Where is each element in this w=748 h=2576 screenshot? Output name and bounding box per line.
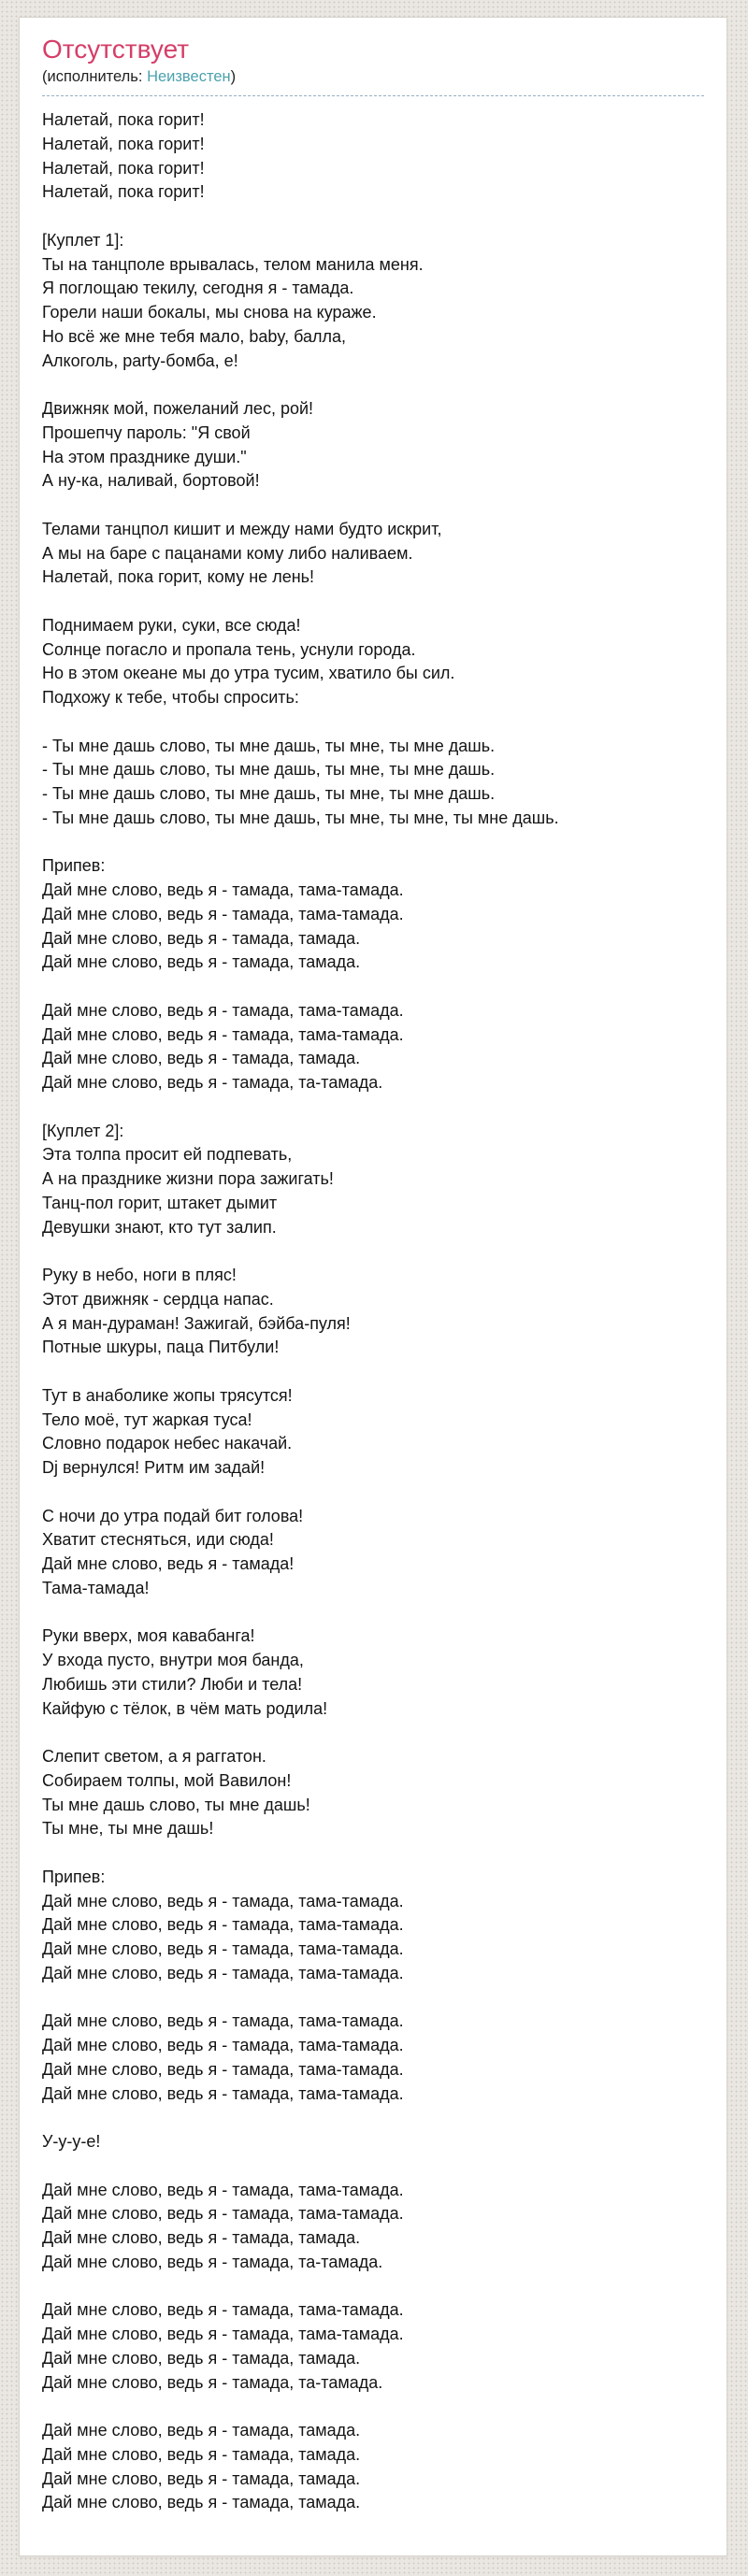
lyrics-line: У входа пусто, внутри моя банда, — [42, 1651, 304, 1669]
lyrics-line: Дай мне слово, ведь я - тамада, та-тамада. — [42, 2252, 383, 2271]
lyrics-line: А мы на баре с пацанами кому либо наливаем. — [42, 543, 413, 563]
lyrics-stanza — [42, 2010, 704, 2106]
artist-link[interactable]: Неизвестен — [147, 68, 231, 85]
lyrics-line: Дай мне слово, ведь я - тамада, тамада. — [42, 2493, 361, 2512]
lyrics-stanza — [42, 2419, 704, 2515]
lyrics-line: А ну-ка, наливай, бортовой! — [42, 471, 260, 491]
lyrics-stanza — [42, 2298, 704, 2395]
lyrics-line: У-у-у-е! — [42, 2132, 101, 2151]
lyrics-line: Дай мне слово, ведь я - тамада, тама-тамада. — [42, 1000, 404, 1020]
lyrics-line: Ты мне, ты мне дашь! — [42, 1819, 214, 1839]
artist-line — [42, 67, 704, 96]
lyrics-line: Припев: — [42, 856, 106, 876]
lyrics-line: Тут в анаболике жопы трясутся! — [42, 1385, 293, 1405]
lyrics-line: Дай мне слово, ведь я - тамада, тама-тамада. — [42, 2036, 404, 2054]
lyrics-line: Горели наши бокалы, мы снова на кураже. — [42, 303, 377, 322]
lyrics-line: Девушки знают, кто тут залип. — [42, 1217, 277, 1237]
lyrics-line: Налетай, пока горит! — [42, 110, 205, 129]
lyrics-stanza — [42, 2130, 704, 2154]
lyrics-stanza — [42, 1866, 704, 1986]
lyrics-line: Дай мне слово, ведь я - тамада! — [42, 1554, 295, 1573]
lyrics-line: Dj вернулся! Ритм им задай! — [42, 1458, 266, 1477]
lyrics-line: Дай мне слово, ведь я - тамада, тама-тамада. — [42, 2325, 404, 2343]
lyrics-line: Ты на танцполе врывалась, телом манила меня. — [42, 254, 424, 274]
lyrics-stanza — [42, 518, 704, 590]
lyrics-line: На этом празднике души." — [42, 447, 247, 466]
lyrics-line: Телами танцпол кишит и между нами будто искрит, — [42, 519, 442, 538]
page-title[interactable]: Отсутствует — [42, 35, 190, 64]
lyrics-stanza — [42, 108, 704, 205]
lyrics-line: Дай мне слово, ведь я - тамада, тама-тамада. — [42, 1024, 404, 1044]
lyrics-line: Дай мне слово, ведь я - тамада, тама-тамада. — [42, 2180, 404, 2199]
lyrics-line: Дай мне слово, ведь я - тамада, тама-тамада. — [42, 2011, 404, 2031]
lyrics-line: - Ты мне дашь слово, ты мне дашь, ты мне, ты мне дашь. — [42, 736, 496, 755]
lyrics-line: Дай мне слово, ведь я - тамада, та-тамада. — [42, 2372, 383, 2392]
lyrics-line: Тело моё, тут жаркая туса! — [42, 1410, 252, 1429]
lyrics-stanza — [42, 1624, 704, 1721]
lyrics-stanza — [42, 854, 704, 975]
lyrics-stanza — [42, 1745, 704, 1841]
lyrics-line: Словно подарок небес накачай. — [42, 1434, 293, 1453]
lyrics-line: Руку в небо, ноги в пляс! — [42, 1266, 237, 1284]
lyrics-line: С ночи до утра подай бит голова! — [42, 1506, 304, 1525]
lyrics-line: Солнце погасло и пропала тень, уснули города. — [42, 639, 416, 659]
lyrics-line: Налетай, пока горит! — [42, 134, 205, 153]
lyrics-line: Подхожу к тебе, чтобы спросить: — [42, 688, 299, 707]
lyrics-stanza — [42, 1264, 704, 1360]
lyrics-line: Дай мне слово, ведь я - тамада, тамада. — [42, 2421, 361, 2440]
artist-label-suffix: ) — [230, 68, 237, 85]
lyrics-stanza — [42, 1505, 704, 1601]
lyrics-stanza — [42, 1384, 704, 1481]
lyrics-stanza — [42, 229, 704, 374]
lyrics-stanza — [42, 1120, 704, 1240]
lyrics-line: Налетай, пока горит, кому не лень! — [42, 567, 315, 587]
lyrics-line: Тама-тамада! — [42, 1578, 150, 1597]
lyrics-stanza — [42, 735, 704, 831]
lyrics-line: Налетай, пока горит! — [42, 158, 205, 178]
lyrics-line: Дай мне слово, ведь я - тамада, тама-тамада. — [42, 1891, 404, 1911]
lyrics-line: Припев: — [42, 1867, 106, 1886]
lyrics-line: Дай мне слово, ведь я - тамада, тамада. — [42, 2469, 361, 2488]
lyrics-line: Я поглощаю текилу, сегодня я - тамада. — [42, 279, 354, 298]
lyrics-line: Поднимаем руки, суки, все сюда! — [42, 615, 301, 635]
lyrics-line: - Ты мне дашь слово, ты мне дашь, ты мне, ты мне, ты мне дашь. — [42, 808, 559, 827]
lyrics-line: Танц-пол горит, штакет дымит — [42, 1193, 278, 1212]
lyrics-line: Хватит стесняться, иди сюда! — [42, 1530, 274, 1550]
lyrics-line: Налетай, пока горит! — [42, 182, 205, 202]
lyrics-line: - Ты мне дашь слово, ты мне дашь, ты мне, ты мне дашь. — [42, 760, 496, 780]
lyrics-line: Эта толпа просит ей подпевать, — [42, 1145, 293, 1165]
lyrics-line: Любишь эти стили? Люби и тела! — [42, 1674, 303, 1694]
lyrics-line: Дай мне слово, ведь я - тамада, тама-тамада. — [42, 2204, 404, 2224]
lyrics-line: Слепит светом, а я раггатон. — [42, 1747, 266, 1766]
lyrics-line: Дай мне слово, ведь я - тамада, та-тамада. — [42, 1073, 383, 1092]
lyrics-card — [19, 17, 727, 2556]
lyrics-line: [Куплет 1]: — [42, 230, 124, 250]
lyrics-line: Руки вверх, моя кавабанга! — [42, 1626, 255, 1646]
lyrics-line: Дай мне слово, ведь я - тамада, тама-тамада. — [42, 2059, 404, 2079]
lyrics-stanza — [42, 999, 704, 1095]
lyrics-line: Дай мне слово, ведь я - тамада, тама-тамада. — [42, 1915, 404, 1935]
lyrics-line: Дай мне слово, ведь я - тамада, тамада. — [42, 1049, 361, 1068]
lyrics-line: А я ман-дураман! Зажигай, бэйба-пуля! — [42, 1313, 351, 1333]
lyrics-line: Дай мне слово, ведь я - тамада, тама-тамада. — [42, 880, 404, 899]
lyrics-stanza — [42, 397, 704, 494]
lyrics-line: - Ты мне дашь слово, ты мне дашь, ты мне, ты мне дашь. — [42, 784, 496, 803]
lyrics-line: Дай мне слово, ведь я - тамада, тама-тамада. — [42, 2083, 404, 2103]
lyrics-line: Дай мне слово, ведь я - тамада, тама-тамада. — [42, 1963, 404, 1982]
lyrics-line: Кайфую с тёлок, в чём мать родила! — [42, 1698, 328, 1718]
lyrics-line: Дай мне слово, ведь я - тамада, тама-тамада. — [42, 2300, 404, 2320]
lyrics-line: Дай мне слово, ведь я - тамада, тамада. — [42, 2444, 361, 2464]
lyrics-line: Дай мне слово, ведь я - тамада, тамада. — [42, 2348, 361, 2368]
lyrics-line: Дай мне слово, ведь я - тамада, тамада. — [42, 928, 361, 948]
lyrics-line: Этот движняк - сердца напас. — [42, 1289, 274, 1309]
lyrics-line: А на празднике жизни пора зажигать! — [42, 1169, 334, 1188]
lyrics-line: Дай мне слово, ведь я - тамада, тамада. — [42, 2228, 361, 2247]
lyrics-stanza — [42, 614, 704, 710]
artist-label-prefix: (исполнитель: — [42, 68, 148, 85]
lyrics-line: Потные шкуры, паца Питбули! — [42, 1338, 280, 1357]
lyrics-stanza — [42, 2179, 704, 2275]
lyrics — [42, 108, 704, 2515]
lyrics-line: Дай мне слово, ведь я - тамада, тама-тамада. — [42, 1939, 404, 1958]
lyrics-line: Ты мне дашь слово, ты мне дашь! — [42, 1795, 310, 1814]
lyrics-line: Собираем толпы, мой Вавилон! — [42, 1770, 292, 1790]
lyrics-line: Но всё же мне тебя мало, baby, балла, — [42, 326, 347, 346]
lyrics-line: Алкоголь, party-бомба, е! — [42, 351, 238, 370]
lyrics-line: Движняк мой, пожеланий лес, рой! — [42, 399, 314, 418]
lyrics-line: Дай мне слово, ведь я - тамада, тамада. — [42, 952, 361, 972]
lyrics-line: Дай мне слово, ведь я - тамада, тама-тамада. — [42, 904, 404, 923]
lyrics-line: [Куплет 2]: — [42, 1121, 124, 1140]
lyrics-line: Прошепчу пароль: "Я свой — [42, 422, 251, 442]
lyrics-line: Но в этом океане мы до утра тусим, хватило бы сил. — [42, 664, 455, 683]
